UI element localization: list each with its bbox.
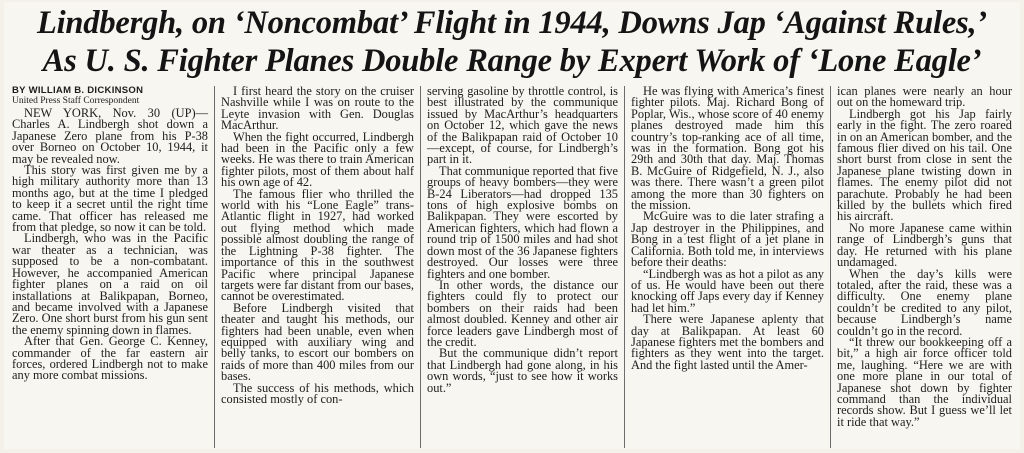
byline-affiliation: United Press Staff Correspondent <box>12 96 140 106</box>
paragraph: This story was first given me by a high military authority more than 13 months ago, but at the time I pledged to keep it a secret until the right time came. That officer has released me from that pledge, so now it can be told. <box>12 163 208 235</box>
column-4 <box>624 86 830 448</box>
headline-line-2: As U. S. Fighter Planes Double Range by Expert Work of ‘Lone Eagle’ <box>42 43 982 79</box>
paragraph: The famous flier who thrilled the world with his “Lone Eagle” trans-Atlantic flight in 1927, had worked out flying method which made possible almost doubling the range of the Lightning P-38 fighter. The importance of this in the southwest Pacific where principal Japanese targets were far distant from our bases, cannot be overestimated. <box>221 186 414 304</box>
column-1 <box>10 86 214 448</box>
paragraph: I first heard the story on the cruiser Nashville while I was on route to the Leyte invasion with Gen. Douglas MacArthur. <box>221 86 414 133</box>
paragraph: “Lindbergh was as hot a pilot as any of us. He would have been out there knocking off Japs every day if Kenney had let him.” <box>631 266 824 315</box>
paragraph: “It threw our bookkeeping off a bit,” a high air force officer told me, laughing. “Here we are with one more plane in our total of Japanese shot down by fighter command than the individual records show. But I guess we’ll let it ride that way.” <box>837 334 1012 429</box>
paragraph: After that Gen. George C. Kenney, commander of the far eastern air forces, ordered Lindbergh not to make any more combat missions. <box>12 334 208 383</box>
headline-line-1: Lindbergh, on ‘Noncombat’ Flight in 1944, Downs Jap ‘Against Rules,’ <box>36 5 988 41</box>
paragraph: When the day’s kills were totaled, after the raid, these was a difficulty. One enemy plane couldn’t be credited to any pilot, because Lindbergh’s name couldn’t go in the record. <box>837 266 1012 338</box>
byline-author: BY WILLIAM B. DICKINSON <box>12 86 144 96</box>
column-2 <box>214 86 420 448</box>
column-3 <box>420 86 624 448</box>
paragraph: That communique reported that five groups of heavy bombers—they were B-24 Liberators—had dropped 135 tons of high explosive bombs on Balikpapan. They were escorted by American fighters, which had flown a round trip of 1500 miles and had shot down most of the 36 Japanese fighters destroyed. Our losses were three fighters and one bomber. <box>427 163 618 281</box>
paragraph: But the communique didn’t report that Lindbergh had gone along, in his own words, “just to see how it works out.” <box>427 346 618 395</box>
paragraph: When the fight occurred, Lindbergh had been in the Pacific only a few weeks. He was there to train American fighter pilots, most of them about half his own age of 42. <box>221 129 414 190</box>
paragraph: serving gasoline by throttle control, is best illustrated by the communique issued by MacArthur’s headquarters on October 12, which gave the news of the Balikpapan raid of October 10—except, of course, for Lindbergh’s part in it. <box>427 86 618 167</box>
newspaper-clipping <box>4 2 1020 449</box>
paragraph: Lindbergh got his Jap fairly early in the fight. The zero roared in on an American bomber, and the famous flier dived on his tail. One short burst from close in sent the Japanese plane twisting down in flames. The enemy pilot did not parachute. Probably he had been killed by the bullets which fired his aircraft. <box>837 106 1012 224</box>
paragraph: Lindbergh, who was in the Pacific war theater as a technician, was supposed to be a non-combatant. However, he accompanied American fighter planes on a raid on oil installations at Balikpapan, Borneo, and became involved with a Japanese Zero. One short burst from his gun sent the enemy spinning down in flames. <box>12 231 208 337</box>
paragraph: Before Lindbergh visited that theater and taught his methods, our fighters had been unable, even when equipped with auxiliary wing and belly tanks, to escort our bombers on raids of more than 400 miles from our bases. <box>221 300 414 384</box>
headline <box>10 4 1014 80</box>
paragraph: McGuire was to die later strafing a Jap destroyer in the Philippines, and Bong in a test flight of a jet plane in California. Both told me, in interviews before their deaths: <box>631 209 824 270</box>
paragraph: There were Japanese aplenty that day at Balikpapan. At least 60 Japanese fighters met the bombers and fighters as they went into the target. And the fight lasted until the Amer- <box>631 312 824 372</box>
paragraph: He was flying with America’s finest fighter pilots. Maj. Richard Bong of Poplar, Wis., whose score of 40 enemy planes destroyed made him this country’s top-ranking ace of all time, was in the formation. Bong got his 29th and 30th that day. Maj. Thomas B. McGuire of Ridgefield, N. J., also was there. There wasn’t a green pilot among the more than 30 fighters on the mission. <box>631 86 824 213</box>
article-columns <box>10 86 1018 448</box>
paragraph: ican planes were nearly an hour out on the homeward trip. <box>837 86 1012 110</box>
paragraph: In other words, the distance our fighters could fly to protect our bombers on their raids had been almost doubled. Kenney and other air force leaders gave Lindbergh most of the credit. <box>427 277 618 349</box>
paragraph: NEW YORK, Nov. 30 (UP)—Charles A. Lindbergh shot down a Japanese Zero plane from his P-38 over Borneo on October 10, 1944, it may be revealed now. <box>12 106 208 166</box>
paragraph: The success of his methods, which consisted mostly of con- <box>221 380 414 406</box>
paragraph: No more Japanese came within range of Lindbergh’s guns that day. He returned with his plane undamaged. <box>837 220 1012 270</box>
column-5 <box>830 86 1018 448</box>
